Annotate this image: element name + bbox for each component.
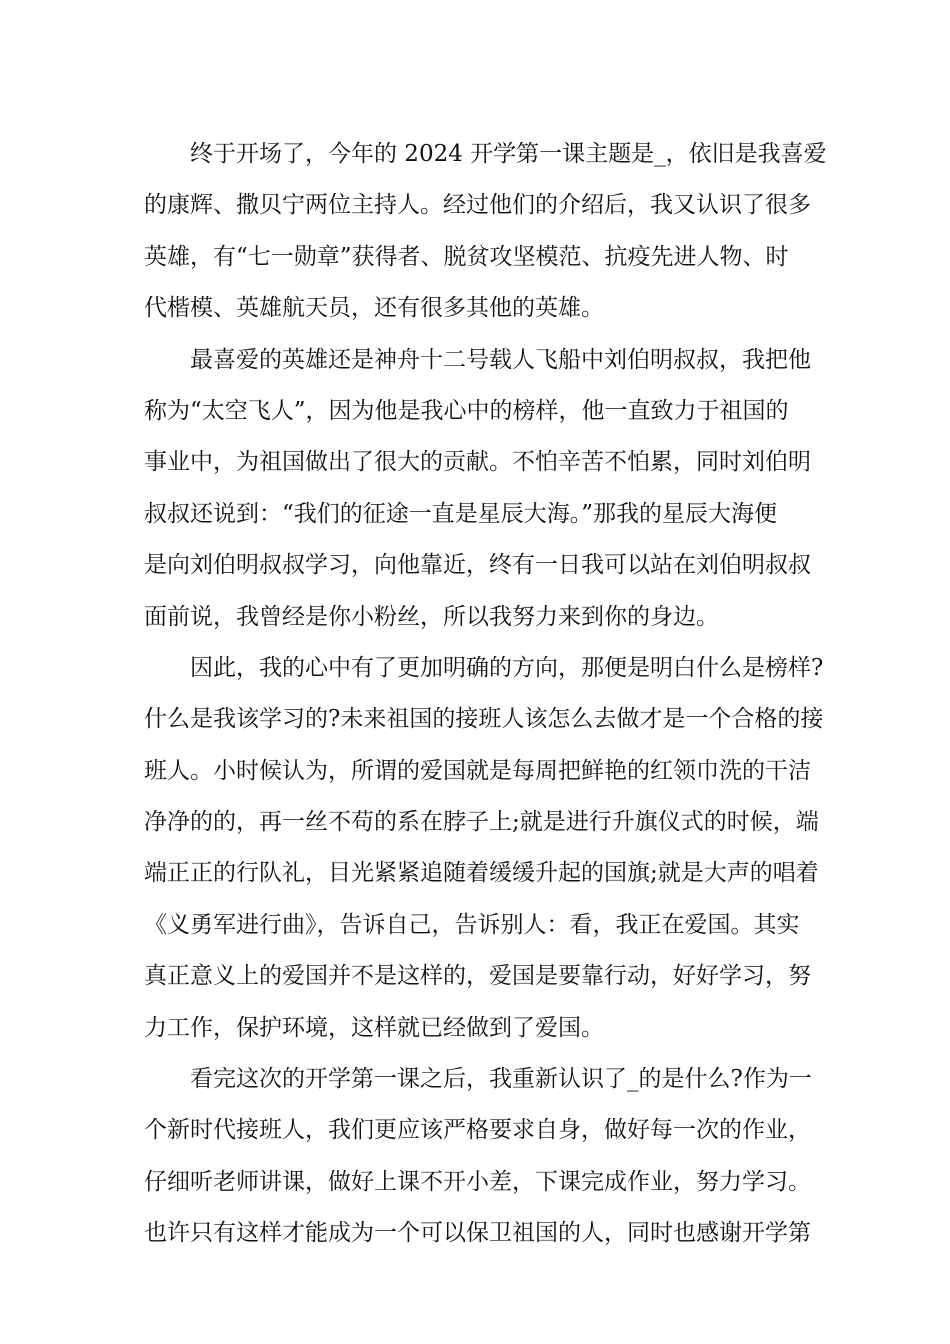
- paragraph-1: [144, 129, 827, 335]
- text-line: 代楷模、英雄航天员，还有很多其他的英雄。: [144, 295, 604, 322]
- text-line: 什么是我该学习的?未来祖国的接班人该怎么去做才是一个合格的接: [144, 706, 824, 733]
- text-line: 也许只有这样才能成为一个可以保卫祖国的人，同时也感谢开学第: [144, 1220, 811, 1247]
- text-line: 面前说，我曾经是你小粉丝，所以我努力来到你的身边。: [144, 603, 719, 630]
- text-line: 叔叔还说到：“我们的征途一直是星辰大海。”那我的星辰大海便: [144, 500, 778, 527]
- text-line: 净净的的，再一丝不苟的系在脖子上;就是进行升旗仪式的时候，端: [144, 809, 819, 836]
- text-line: 看完这次的开学第一课之后，我重新认识了_的是什么?作为一: [190, 1066, 812, 1093]
- paragraph-4: [144, 1054, 812, 1260]
- paragraph-3: [144, 643, 824, 1054]
- text-line: 英雄，有“七一勋章”获得者、脱贫攻坚模范、抗疫先进人物、时: [144, 243, 789, 270]
- text-line: 个新时代接班人，我们更应该严格要求自身，做好每一次的作业，: [144, 1117, 811, 1144]
- text-line: 力工作，保护环境，这样就已经做到了爱国。: [144, 1014, 604, 1041]
- text-line: 因此，我的心中有了更加明确的方向，那便是明白什么是榜样?: [190, 654, 824, 681]
- text-line: 真正意义上的爱国并不是这样的，爱国是要靠行动，好好学习，努: [144, 963, 811, 990]
- text-line: 仔细听老师讲课，做好上课不开小差，下课完成作业，努力学习。: [144, 1168, 811, 1195]
- text-line: 《义勇军进行曲》，告诉自己，告诉别人：看，我正在爱国。其实: [144, 911, 800, 938]
- text-line: 终于开场了，今年的 2024 开学第一课主题是_，依旧是我喜爱: [190, 141, 827, 167]
- text-line: 是向刘伯明叔叔学习，向他靠近，终有一日我可以站在刘伯明叔叔: [144, 552, 811, 579]
- document-body: [144, 129, 827, 1260]
- text-line: 最喜爱的英雄还是神舟十二号载人飞船中刘伯明叔叔，我把他: [190, 346, 811, 373]
- text-line: 称为“太空飞人”，因为他是我心中的榜样，他一直致力于祖国的: [144, 397, 789, 424]
- text-line: 班人。小时候认为，所谓的爱国就是每周把鲜艳的红领巾洗的干洁: [144, 757, 811, 784]
- text-line: 事业中，为祖国做出了很大的贡献。不怕辛苦不怕累，同时刘伯明: [144, 449, 811, 476]
- text-line: 的康辉、撒贝宁两位主持人。经过他们的介绍后，我又认识了很多: [144, 192, 811, 219]
- text-line: 端正正的行队礼，目光紧紧追随着缓缓升起的国旗;就是大声的唱着: [144, 860, 819, 887]
- paragraph-2: [144, 335, 811, 643]
